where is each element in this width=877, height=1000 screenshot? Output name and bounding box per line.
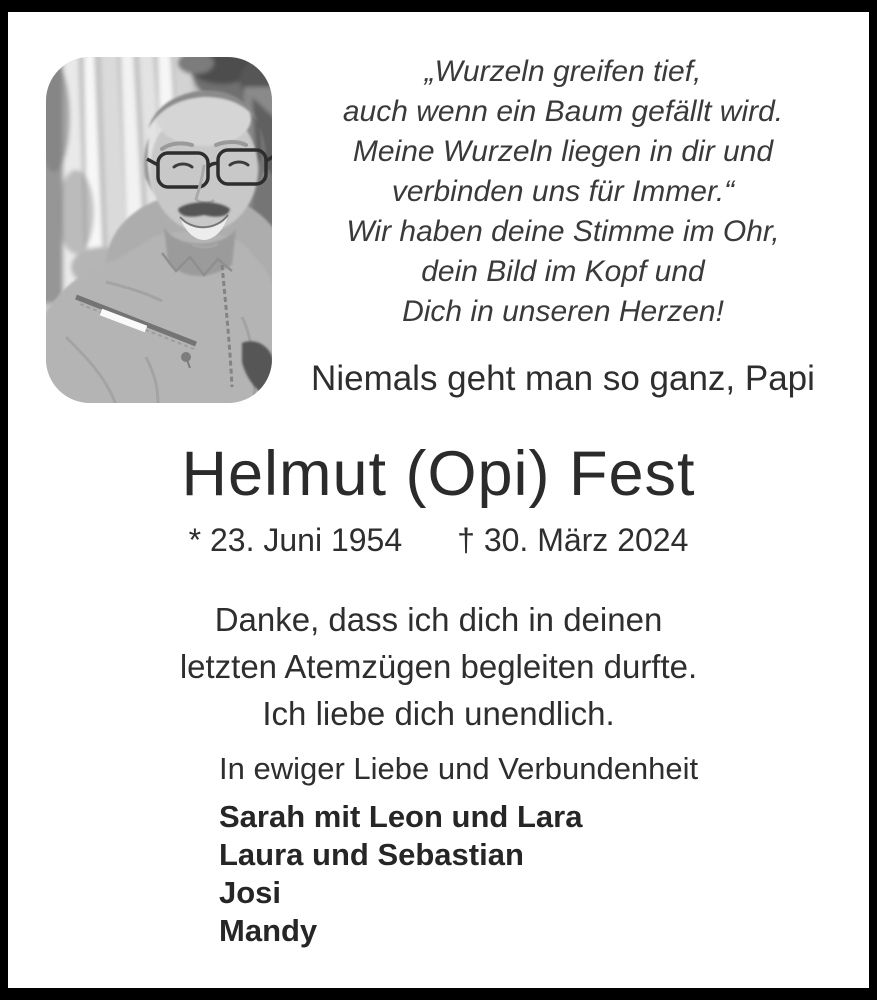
dedication-line: Niemals geht man so ganz, Papi — [311, 359, 815, 398]
family-names — [219, 798, 698, 950]
thanks-line: Ich liebe dich unendlich. — [262, 695, 615, 732]
thanks-line: letzten Atemzügen begleiten durfte. — [179, 648, 698, 685]
family-member-line: Sarah mit Leon und Lara — [219, 799, 583, 834]
birth-date: * 23. Juni 1954 — [188, 522, 403, 558]
closing-line: In ewiger Liebe und Verbundenheit — [219, 751, 699, 786]
thanks-line: Danke, dass ich dich in deinen — [214, 601, 663, 638]
quote-line: Dich in unseren Herzen! — [402, 295, 724, 328]
quote-line: „Wurzeln greifen tief, — [424, 55, 702, 88]
quote-line: Wir haben deine Stimme im Ohr, — [346, 215, 780, 248]
deceased-name: Helmut (Opi) Fest — [181, 439, 696, 509]
quote-line: auch wenn ein Baum gefällt wird. — [342, 95, 784, 128]
family-member-line: Mandy — [219, 913, 318, 948]
family-member-line: Josi — [219, 875, 282, 910]
quote-line: verbinden uns für Immer.“ — [391, 175, 735, 208]
quote-line: Meine Wurzeln liegen in dir und — [352, 135, 774, 168]
family-block — [219, 752, 698, 950]
obituary-sheet — [8, 12, 869, 988]
portrait-photo — [46, 57, 272, 403]
memorial-quote — [298, 52, 828, 400]
family-member-line: Laura und Sebastian — [219, 837, 524, 872]
thanks-block — [8, 596, 869, 737]
quote-line: dein Bild im Kopf und — [421, 255, 705, 288]
death-date: † 30. März 2024 — [457, 522, 689, 558]
deceased-block — [8, 432, 869, 560]
life-dates — [8, 520, 869, 560]
